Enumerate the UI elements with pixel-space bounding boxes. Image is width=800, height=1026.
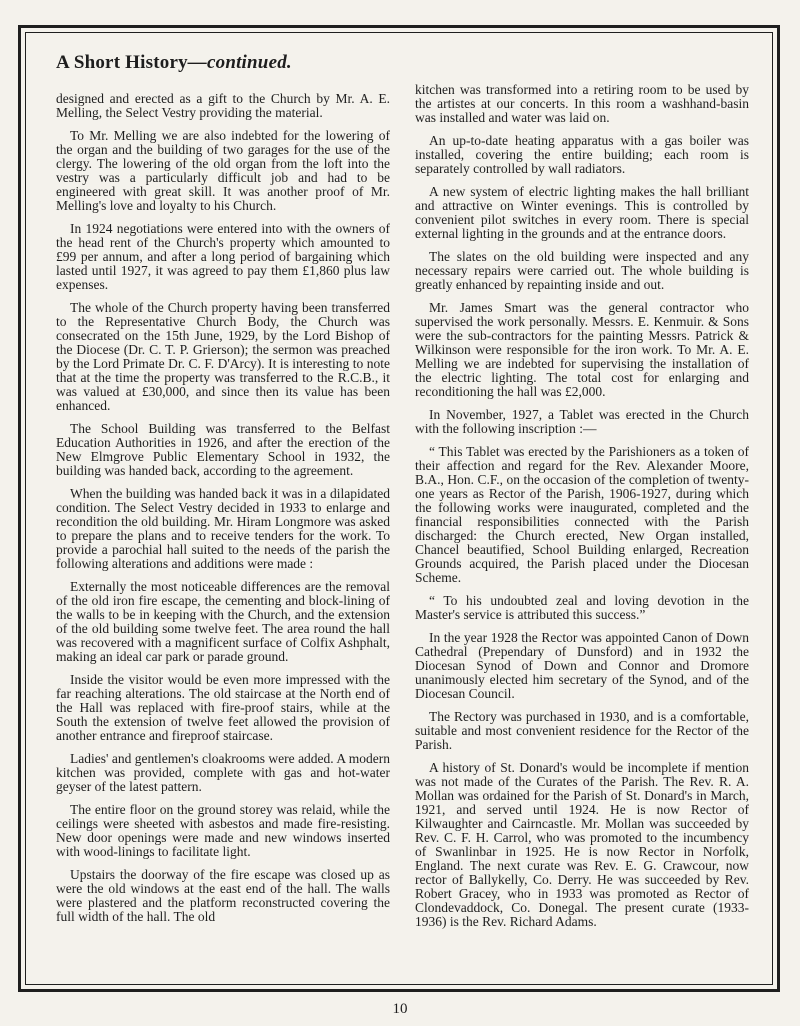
page-number: 10 xyxy=(392,1001,408,1017)
paragraph: A new system of electric lighting makes the hall brilliant and attractive on Winter evenings. This is controlled by convenient pilot switches in every room. There is special external lighting in the grounds and at the entrance doors. xyxy=(415,184,749,241)
paragraph: kitchen was transformed into a retiring room to be used by the artistes at our concerts. In this room a washhand-basin was installed and water was laid on. xyxy=(415,82,749,125)
right-column xyxy=(415,83,749,938)
paragraph: Inside the visitor would be even more impressed with the far reaching alterations. The old staircase at the North end of the Hall was replaced with fire-proof stairs, while at the South the extension of twelve feet allowed the provision of another entrance and fireproof staircase. xyxy=(56,672,390,743)
title-main: A Short History xyxy=(56,52,188,73)
paragraph: The slates on the old building were inspected and any necessary repairs were carried out. The whole building is greatly enhanced by repainting inside and out. xyxy=(415,249,749,292)
paragraph: The entire floor on the ground storey was relaid, while the ceilings were sheeted with asbestos and made fire-resisting. New door openings were made and new windows inserted with wood-linings to facilitate light. xyxy=(56,802,390,859)
paragraph: The School Building was transferred to the Belfast Education Authorities in 1926, and after the erection of the New Elmgrove Public Elementary School in 1932, the building was handed back, according to the agreement. xyxy=(56,421,390,478)
paragraph: To Mr. Melling we are also indebted for the lowering of the organ and the building of two garages for the use of the clergy. The lowering of the old organ from the loft into the vestry was a particularly difficult job and had to be engineered with great skill. It was another proof of Mr. Melling's love and loyalty to his Church. xyxy=(56,128,390,213)
paragraph: A history of St. Donard's would be incomplete if mention was not made of the Curates of the Parish. The Rev. R. A. Mollan was ordained for the Parish of St. Donard's in March, 1921, and served until 1924. He is now Rector of Kilwaughter and Cairncastle. Mr. Mollan was succeeded by Rev. C. F. H. Carrol, who was promoted to the incumbency of Swanlinbar in 1925. He is now Rector in Norfolk, England. The next curate was Rev. E. G. Crawcour, now rector of Ballykelly, Co. Derry. He was succeeded by Rev. Robert Gracey, who in 1933 was promoted as Rector of Clondevaddock, Co. Donegal. The present curate (1933-1936) is the Rev. Richard Adams. xyxy=(415,760,749,929)
paragraph: Upstairs the doorway of the fire escape was closed up as were the old windows at the east end of the hall. The walls were plastered and the platform reconstructed covering the full width of the hall. The old xyxy=(56,867,390,924)
paragraph: The Rectory was purchased in 1930, and is a comfortable, suitable and most convenient residence for the Rector of the Parish. xyxy=(415,709,749,752)
page-title xyxy=(56,52,292,74)
paragraph: Mr. James Smart was the general contractor who supervised the work personally. Messrs. E. Kenmuir. & Sons were the sub-contractors for the painting Messrs. Patrick & Wilkinson were responsible for the iron work. To Mr. A. E. Melling we are indebted for supervising the installation of the electric lighting. The total cost for enlarging and reconditioning the hall was £2,000. xyxy=(415,300,749,399)
tablet-inscription: “ This Tablet was erected by the Parishioners as a token of their affection and regard for the Rev. Alexander Moore, B.A., Hon. C.F., on the occasion of the completion of twenty-one years as Rector of the Parish, 1906-1927, during which the following works were inaugurated, completed and the financial responsibilities connected with the Parish discharged: the Church erected, New Organ installed, Chancel beautified, School Building enlarged, Recreation Grounds acquired, the Parish placed under the Diocesan Scheme. xyxy=(415,444,749,585)
paragraph: In the year 1928 the Rector was appointed Canon of Down Cathedral (Prependary of Dunsford) and in 1932 the Diocesan Synod of Down and Connor and Dromore unanimously elected him secretary of the Synod, and of the Diocesan Council. xyxy=(415,630,749,701)
paragraph: Externally the most noticeable differences are the removal of the old iron fire escape, the cementing and block-lining of the walls to be in keeping with the Church, and the extension of the old building some twelve feet. The area round the hall was recovered with a magnificent surface of Colfix Ashphalt, making an ideal car park or parade ground. xyxy=(56,579,390,664)
tablet-inscription-closing: “ To his undoubted zeal and loving devotion in the Master's service is attributed this success.” xyxy=(415,593,749,622)
paragraph: The whole of the Church property having been transferred to the Representative Church Body, the Church was consecrated on the 15th June, 1929, by the Lord Bishop of the Diocese (Dr. C. T. P. Grierson); the sermon was preached by the Lord Primate Dr. C. F. D'Arcy). It is interesting to note that at the time the property was transferred to the R.C.B., it was valued at £30,000, and since then its value has been enhanced. xyxy=(56,300,390,413)
paragraph: When the building was handed back it was in a dilapidated condition. The Select Vestry decided in 1933 to enlarge and recondition the old building. Mr. Hiram Longmore was asked to prepare the plans and to receive tenders for the work. To provide a parochial hall suited to the needs of the parish the following alterations and additions were made : xyxy=(56,486,390,571)
left-column xyxy=(56,92,390,933)
paragraph: Ladies' and gentlemen's cloakrooms were added. A modern kitchen was provided, complete with gas and hot-water geyser of the latest pattern. xyxy=(56,751,390,794)
paragraph: In 1924 negotiations were entered into with the owners of the head rent of the Church's property which amounted to £99 per annum, and after a long period of bargaining which lasted until 1927, it was agreed to pay them £1,860 plus law expenses. xyxy=(56,221,390,292)
title-continued: —continued. xyxy=(187,52,292,73)
paragraph: In November, 1927, a Tablet was erected in the Church with the following inscription :— xyxy=(415,407,749,436)
paragraph: An up-to-date heating apparatus with a gas boiler was installed, covering the entire building; each room is separately controlled by wall radiators. xyxy=(415,133,749,176)
paragraph: designed and erected as a gift to the Church by Mr. A. E. Melling, the Select Vestry providing the material. xyxy=(56,91,390,120)
